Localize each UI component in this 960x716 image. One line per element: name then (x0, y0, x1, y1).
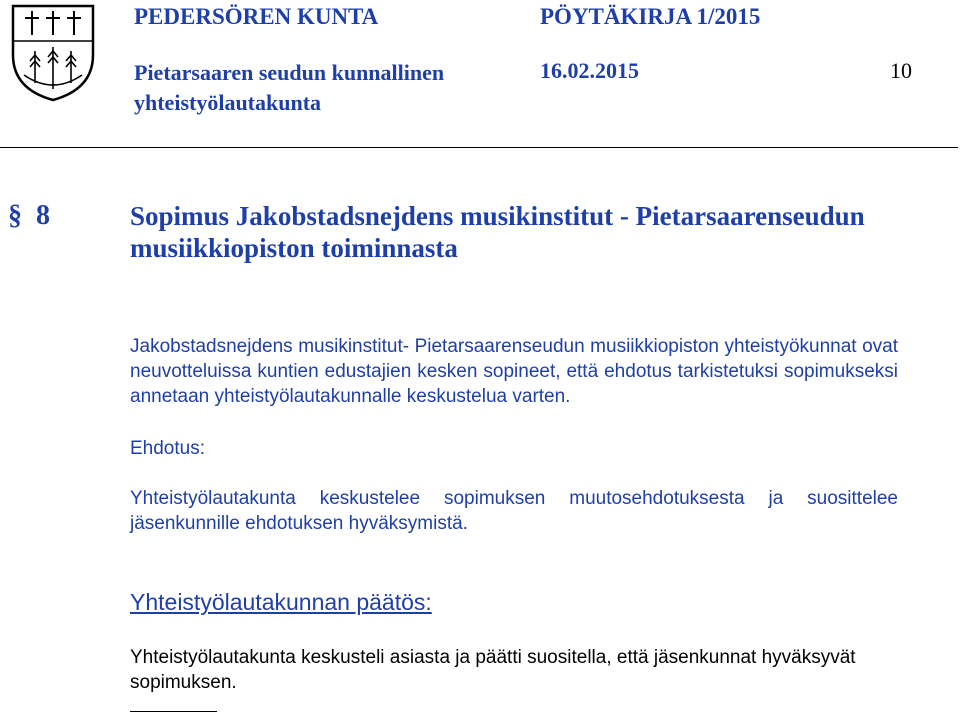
page-number: 10 (890, 58, 912, 83)
section-title: Sopimus Jakobstadsnejdens musikinstitut - Pietarsaarenseudun musiikkiopiston toiminnasta (130, 201, 865, 263)
coat-of-arms-icon (10, 3, 96, 103)
organization-name: PEDERSÖREN KUNTA (134, 4, 379, 29)
proposal-paragraph: Yhteistyölautakunta keskustelee sopimuksen muutosehdotuksesta ja suosittelee jäsenkunnille ehdotuksen hyväksymistä. (130, 488, 898, 534)
intro-paragraph: Jakobstadsnejdens musikinstitut- Pietarsaarenseudun musiikkiopiston yhteistyökunnat ovat neuvotteluissa kuntien edustajien kesken sopineet, että ehdotus tarkistetuksi sopimukseksi annetaan yhteistyölautakunnalle keskustelua varten. (130, 336, 898, 407)
section-number: 8 (36, 200, 50, 231)
decision-label: Yhteistyölautakunnan päätös: (130, 589, 432, 615)
document-title: PÖYTÄKIRJA 1/2015 (540, 4, 761, 29)
committee-name: Pietarsaaren seudun kunnallinen yhteistyölautakunta (134, 60, 445, 115)
section-mark: § (8, 200, 22, 231)
closing-line (130, 711, 217, 712)
proposal-label: Ehdotus: (130, 438, 205, 459)
decision-paragraph: Yhteistyölautakunta keskusteli asiasta ja päätti suositella, että jäsenkunnat hyväksyvät sopimuksen. (130, 647, 856, 693)
document-date: 16.02.2015 (540, 58, 639, 83)
header-divider (0, 147, 958, 148)
